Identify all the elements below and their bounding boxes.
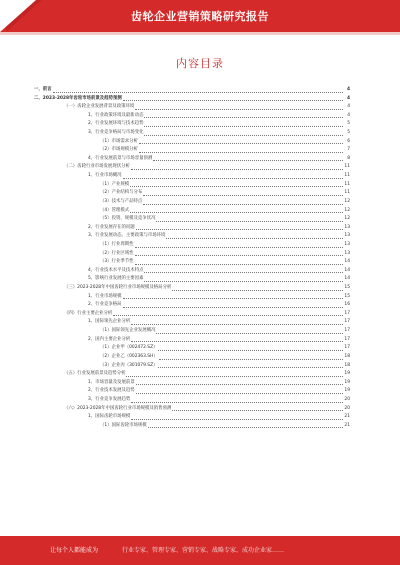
toc-entry[interactable] [34, 250, 350, 259]
toc-entry-page: 15 [344, 293, 350, 299]
toc-dot-leader [131, 341, 343, 342]
toc-entry-page: 13 [344, 241, 350, 247]
toc-entry-page: 11 [344, 164, 350, 170]
toc-entry-page: 8 [347, 155, 350, 161]
page-header [0, 0, 400, 36]
toc-entry[interactable] [34, 353, 350, 362]
toc-entry-page: 11 [344, 173, 350, 179]
toc-entry[interactable] [34, 86, 350, 95]
toc-dot-leader [123, 178, 343, 179]
toc-entry-page: 12 [344, 207, 350, 213]
toc-entry[interactable] [34, 215, 350, 224]
toc-entry-page: 19 [344, 371, 350, 377]
toc-entry-page: 13 [344, 233, 350, 239]
toc-entry-title: 一、前言 [34, 87, 52, 92]
toc-dot-leader [135, 247, 343, 248]
toc-entry[interactable] [34, 207, 350, 216]
toc-entry[interactable] [34, 327, 350, 336]
toc-entry[interactable] [34, 232, 350, 241]
toc-entry-title: （2）市场规模分析 [100, 147, 138, 153]
toc-entry[interactable] [34, 396, 350, 405]
toc-dot-leader [131, 169, 343, 170]
toc-entry-title: 1、行业市场规模 [88, 293, 122, 299]
toc-entry-title: （2）行业区域性 [100, 250, 134, 256]
toc-dot-leader [131, 419, 343, 420]
toc-dot-leader [144, 126, 343, 127]
toc-entry[interactable] [34, 224, 350, 233]
toc-entry[interactable] [34, 293, 350, 302]
toc-entry-title: 1、国际领先企业分析 [88, 319, 131, 325]
toc-entry-title: 1、行业政策环境及最新动态 [88, 112, 144, 118]
toc-entry-page: 18 [344, 362, 350, 368]
toc-entry-title: （1）市场需求分析 [100, 138, 138, 144]
toc-entry-title: （3）企业丙（301079.SZ） [100, 362, 158, 368]
toc-entry[interactable] [34, 362, 350, 371]
toc-entry-page: 14 [344, 259, 350, 265]
toc-dot-leader [139, 152, 343, 153]
toc-entry-title: （2）产业结构与分布 [100, 190, 143, 196]
toc-dot-leader [156, 221, 343, 222]
toc-entry-title: （1）行业周期性 [100, 241, 134, 247]
toc-dot-leader [123, 298, 343, 299]
toc-dot-leader [135, 255, 343, 256]
toc-dot-leader [139, 143, 343, 144]
toc-entry-title: （一）齿轮企业发展背景及政策环境 [64, 104, 135, 110]
toc-entry[interactable] [34, 146, 350, 155]
toc-entry-page: 7 [347, 147, 350, 153]
toc-entry-page: 17 [344, 345, 350, 351]
toc-entry-title: 2、行业发展环境与技术趋势 [88, 121, 144, 127]
toc-entry-page: 18 [344, 353, 350, 359]
toc-entry-title: （六）2023-2028年中国齿轮行业市场规模及销售预测 [64, 405, 172, 411]
toc-entry-title: 2、国内主要企业分析 [88, 336, 131, 342]
report-title: 齿轮企业营销策略研究报告 [131, 10, 269, 23]
toc-entry-page: 17 [344, 336, 350, 342]
toc-entry[interactable] [34, 413, 350, 422]
toc-entry-title: （2）企业乙（002363.SH） [100, 353, 158, 359]
toc-dot-leader [148, 427, 343, 428]
toc-entry-title: 3、行业竞争发展趋势 [88, 396, 131, 402]
toc-entry-title: （五）行业发展前景及趋势分析 [64, 371, 126, 377]
toc-entry-page: 4 [347, 112, 350, 118]
toc-dot-leader [130, 212, 343, 213]
toc-entry[interactable] [34, 387, 350, 396]
toc-entry-page: 19 [344, 379, 350, 385]
toc-entry[interactable] [34, 181, 350, 190]
toc-entry-page: 11 [344, 181, 350, 187]
toc-entry[interactable] [34, 258, 350, 267]
toc-entry-page: 17 [344, 310, 350, 316]
toc-dot-leader [135, 264, 343, 265]
toc-entry[interactable] [34, 198, 350, 207]
toc-entry[interactable] [34, 112, 350, 121]
toc-dot-leader [136, 384, 343, 385]
toc-entry-page: 14 [344, 276, 350, 282]
toc-entry-title: 二、2023-2028年齿轮市场前景及趋势预测 [34, 95, 122, 101]
toc-entry-title: 2、行业技术发展及趋势 [88, 388, 135, 394]
toc-entry[interactable] [34, 189, 350, 198]
toc-entry-page: 12 [344, 216, 350, 222]
toc-dot-leader [156, 333, 343, 334]
toc-entry-page: 4 [347, 104, 350, 110]
toc-entry[interactable] [34, 129, 350, 138]
toc-dot-leader [123, 100, 343, 101]
toc-entry[interactable] [34, 95, 350, 104]
toc-heading: 内容目录 [176, 57, 224, 70]
toc-entry-title: （二）齿轮行业市场发展现状分析 [64, 164, 130, 170]
toc-entry-page: 5 [347, 121, 350, 127]
page-footer [0, 536, 400, 565]
toc-entry-title: 2、行业发展存在的问题 [88, 224, 135, 230]
toc-entry-title: 1、行业市场概况 [88, 173, 122, 179]
toc-dot-leader [123, 307, 343, 308]
toc-entry-page: 19 [344, 388, 350, 394]
toc-entry[interactable] [34, 120, 350, 129]
toc-entry-title: 3、行业竞争格局与市场变化 [88, 130, 144, 136]
toc-dot-leader [144, 272, 343, 273]
toc-entry[interactable] [34, 318, 350, 327]
toc-entry[interactable] [34, 138, 350, 147]
toc-dot-leader [53, 92, 343, 93]
toc-dot-leader [144, 117, 343, 118]
toc-entry-page: 14 [344, 267, 350, 273]
toc-entry-page: 21 [344, 414, 350, 420]
toc-entry[interactable] [34, 301, 350, 310]
toc-dot-leader [131, 402, 343, 403]
toc-entry[interactable] [34, 172, 350, 181]
toc-entry-title: （1）企业甲（002472.SZ） [100, 345, 158, 351]
toc-entry-title: （5）投资、规模及竞争状况 [100, 216, 156, 222]
toc-dot-leader [131, 324, 343, 325]
toc-dot-leader [143, 195, 343, 196]
toc-entry-page: 13 [344, 250, 350, 256]
toc-entry-title: 1、国际齿轮市场规模 [88, 414, 131, 420]
table-of-contents [34, 86, 350, 430]
toc-dot-leader [172, 290, 343, 291]
toc-entry[interactable] [34, 275, 350, 284]
toc-dot-leader [144, 281, 343, 282]
toc-entry[interactable] [34, 336, 350, 345]
toc-dot-leader [166, 238, 343, 239]
toc-entry[interactable] [34, 344, 350, 353]
toc-dot-leader [158, 367, 343, 368]
toc-entry[interactable] [34, 103, 350, 112]
toc-entry[interactable] [34, 379, 350, 388]
toc-entry-title: （1）产业规模 [100, 181, 130, 187]
toc-entry[interactable] [34, 284, 350, 293]
toc-dot-leader [136, 229, 343, 230]
toc-entry-page: 16 [344, 302, 350, 308]
toc-dot-leader [130, 186, 343, 187]
toc-entry-page: 15 [344, 285, 350, 291]
toc-entry[interactable] [34, 155, 350, 164]
toc-entry-page: 4 [346, 95, 350, 101]
toc-dot-leader [136, 393, 343, 394]
header-stripe [0, 32, 400, 35]
toc-entry-title: 3、行业发展动态、主要政策与市场环境 [88, 233, 166, 239]
footer-slogan-right: 行业专家、管理专家、营销专家、战略专家、成功企业家…… [122, 547, 285, 554]
toc-entry[interactable] [34, 405, 350, 414]
toc-dot-leader [135, 109, 343, 110]
toc-entry-title: （4）管理模式 [100, 207, 130, 213]
toc-dot-leader [126, 376, 343, 377]
toc-entry-title: 2、行业竞争格局 [88, 302, 122, 308]
toc-entry[interactable] [34, 310, 350, 319]
toc-entry-title: （三）2023-2028年中国齿轮行业市场规模及格局分析 [64, 285, 172, 291]
toc-dot-leader [153, 160, 343, 161]
toc-dot-leader [143, 204, 343, 205]
toc-entry-title: 4、行业技术水平及技术特点 [88, 267, 144, 273]
toc-entry-page: 6 [347, 138, 350, 144]
toc-entry-page: 20 [344, 405, 350, 411]
toc-entry-page: 11 [344, 190, 350, 196]
toc-entry-page: 12 [344, 198, 350, 204]
toc-dot-leader [172, 410, 343, 411]
toc-entry-page: 17 [344, 319, 350, 325]
toc-entry-page: 13 [344, 224, 350, 230]
toc-entry-page: 17 [344, 328, 350, 334]
toc-entry-page: 5 [347, 130, 350, 136]
toc-entry-title: （1）国际齿轮市场规模 [100, 422, 147, 428]
toc-entry-title: 1、市场容量及发展前景 [88, 379, 135, 385]
toc-entry[interactable] [34, 267, 350, 276]
toc-entry-page: 21 [344, 422, 350, 428]
toc-entry-title: （四）行业主要企业分析 [64, 310, 113, 316]
toc-entry-page: 20 [344, 396, 350, 402]
toc-entry-title: 5、影响行业发展的主要因素 [88, 276, 144, 282]
footer-slogan-left: 让每个人都能成为 [50, 547, 99, 554]
toc-entry-title: 4、行业发展前景与市场容量预测 [88, 155, 153, 161]
toc-dot-leader [159, 359, 343, 360]
toc-entry[interactable] [34, 370, 350, 379]
toc-entry[interactable] [34, 241, 350, 250]
toc-entry[interactable] [34, 163, 350, 172]
toc-entry-title: （1）国际领先企业发展概况 [100, 328, 156, 334]
toc-entry-page: 4 [346, 87, 350, 92]
toc-dot-leader [113, 315, 343, 316]
toc-dot-leader [158, 350, 343, 351]
toc-entry[interactable] [34, 422, 350, 431]
toc-entry-title: （3）技术与产品特点 [100, 198, 143, 204]
toc-dot-leader [144, 135, 343, 136]
toc-entry-title: （3）行业季节性 [100, 259, 134, 265]
